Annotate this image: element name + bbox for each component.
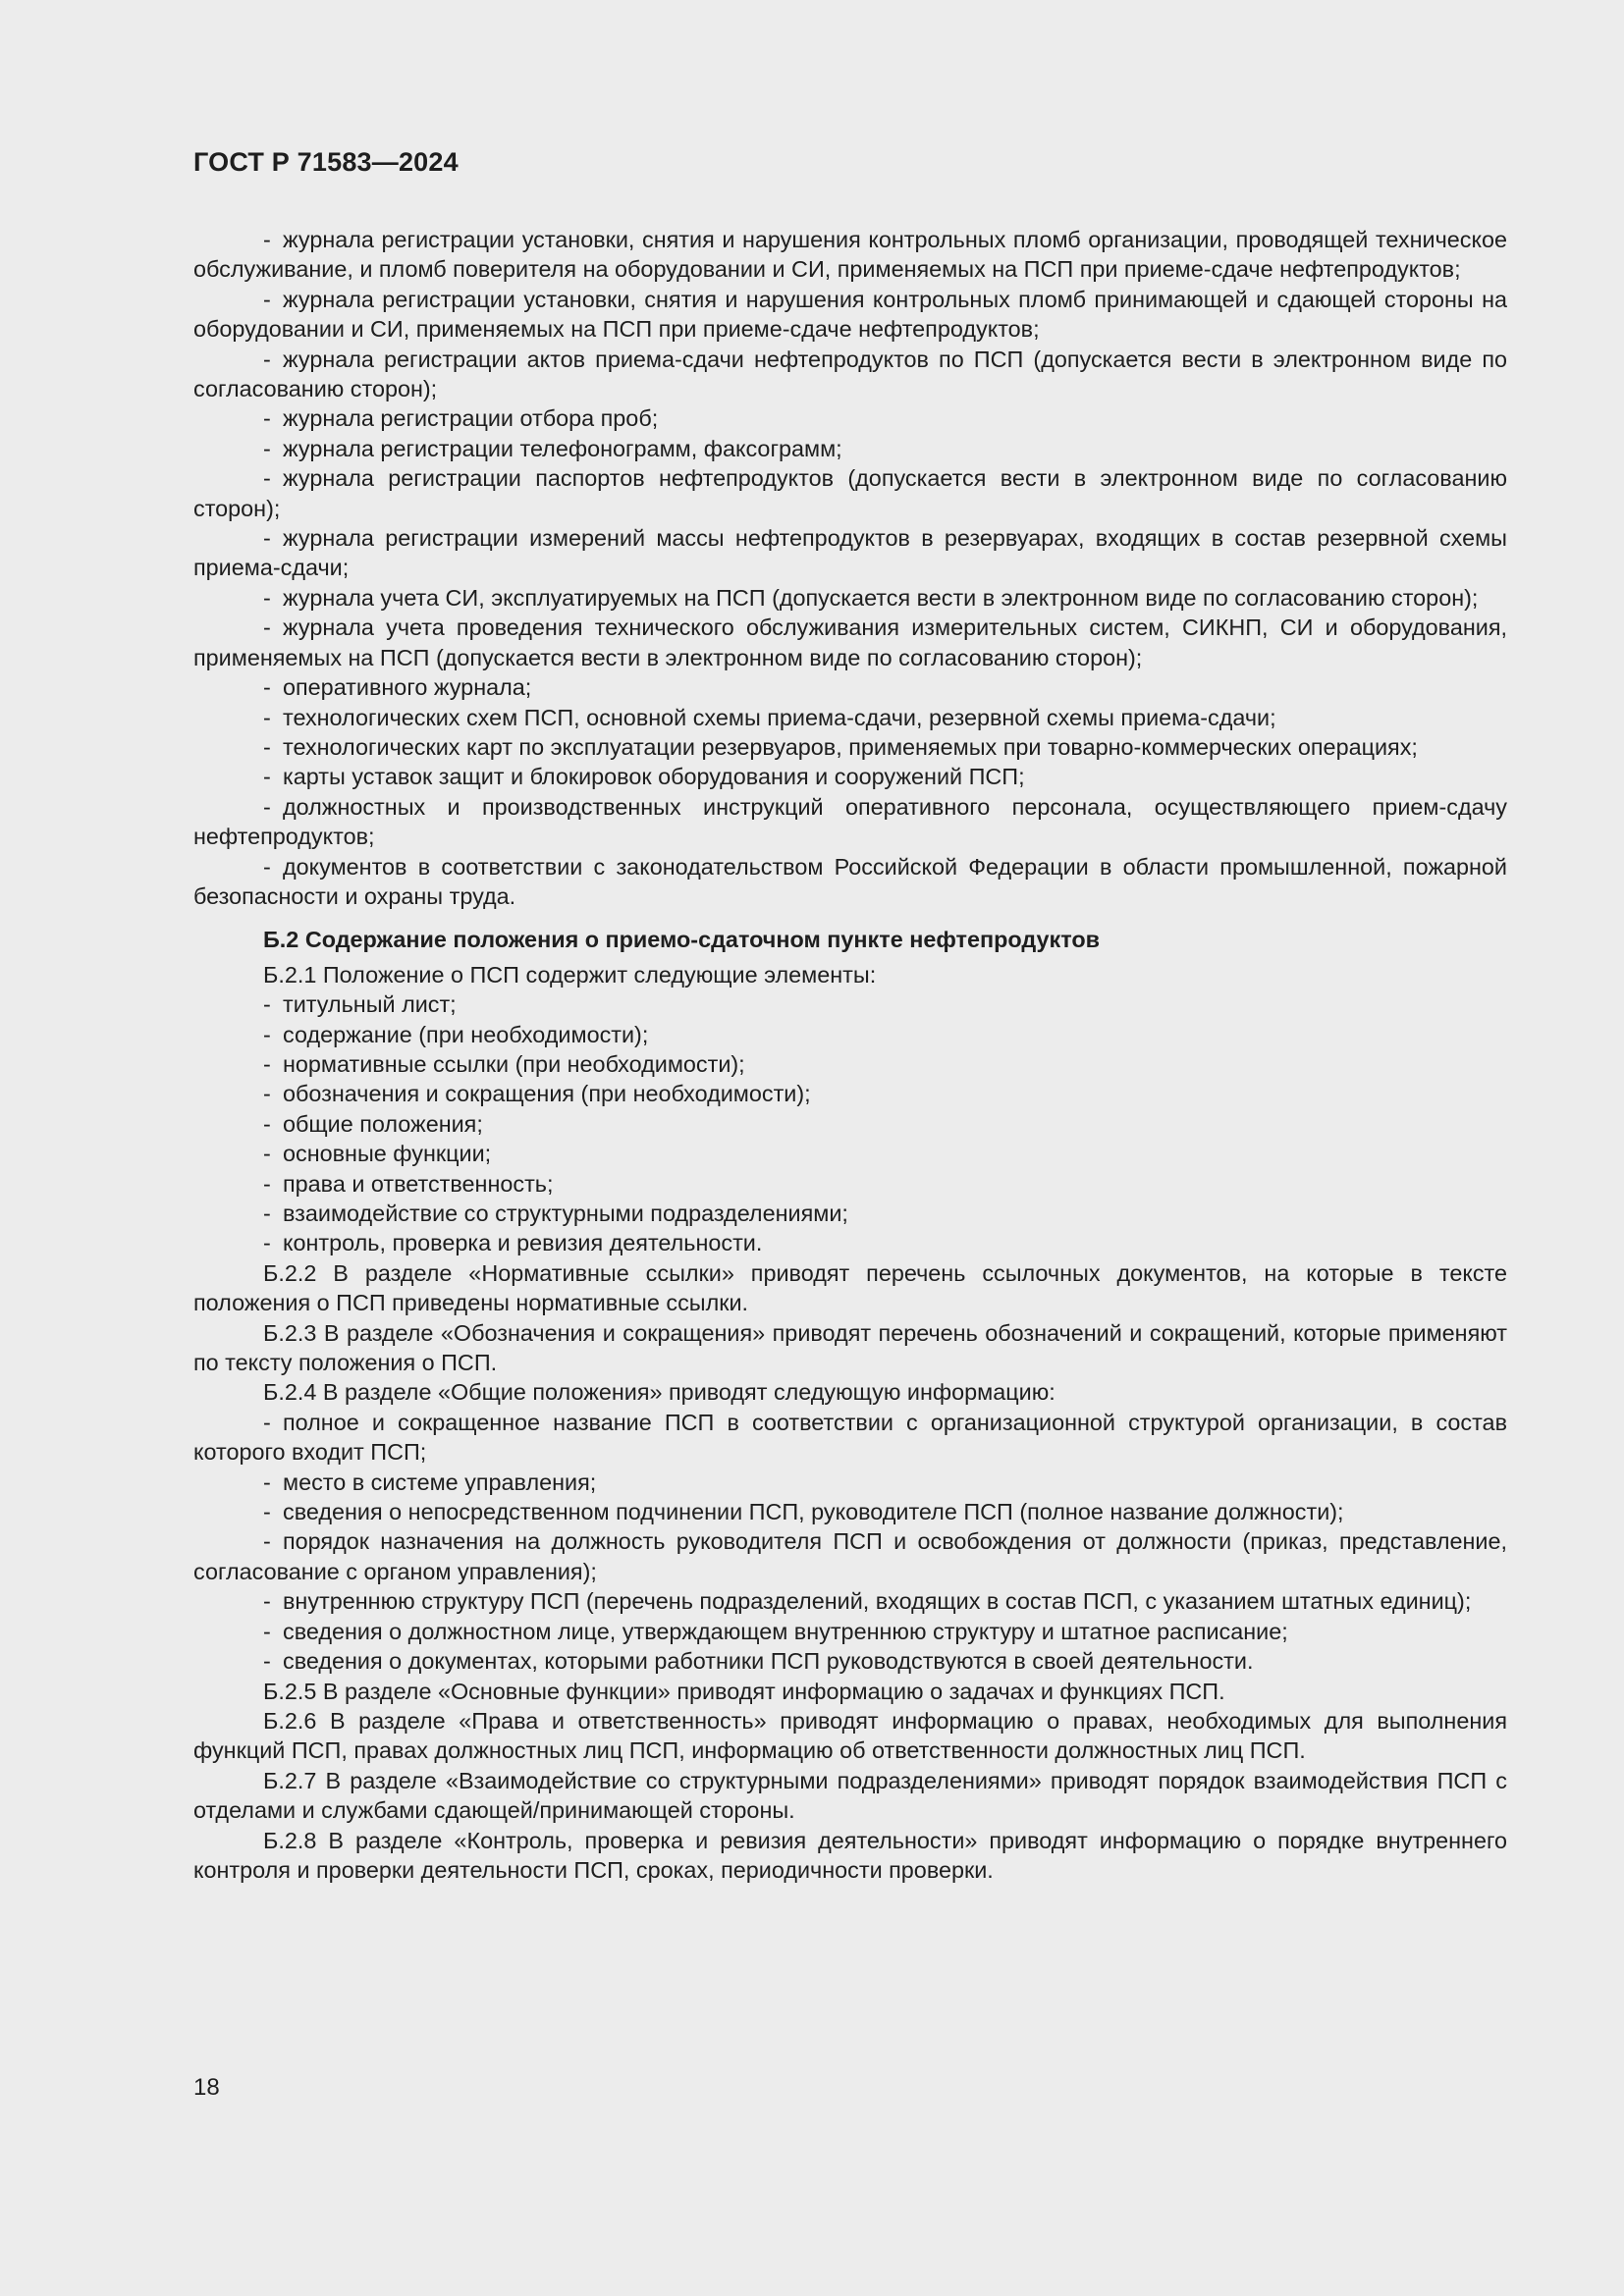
list-item: - внутреннюю структуру ПСП (перечень подразделений, входящих в состав ПСП, с указанием штатных единиц); (263, 1588, 1472, 1615)
journal-list (193, 225, 1507, 911)
list-item: - журнала регистрации телефонограмм, факсограмм; (263, 435, 842, 461)
list-item: - журнала регистрации отбора проб; (263, 405, 659, 432)
section-heading: Б.2 Содержание положения о приемо-сдаточном пункте нефтепродуктов (263, 927, 1101, 953)
list-item: - титульный лист; (263, 991, 457, 1018)
list-item: - технологических карт по эксплуатации резервуаров, применяемых при товарно-коммерческих операциях; (263, 733, 1418, 760)
list-item: - журнала регистрации установки, снятия и нарушения контрольных пломб принимающей и сдающей стороны на оборудовании и СИ, применяемых на ПСП при приеме-сдаче нефтепродуктов; (193, 286, 1507, 343)
list-item: - журнала учета проведения технического обслуживания измерительных систем, СИКНП, СИ и оборудования, применяемых на ПСП (допускается вести в электронном виде по согласованию сторон); (193, 614, 1507, 670)
list-item: - нормативные ссылки (при необходимости); (263, 1050, 745, 1077)
paragraph: Б.2.1 Положение о ПСП содержит следующие элементы: (263, 961, 877, 988)
list-item: - карты уставок защит и блокировок оборудования и сооружений ПСП; (263, 764, 1025, 790)
paragraph: Б.2.8 В разделе «Контроль, проверка и ревизия деятельности» приводят информацию о порядке внутреннего контроля и проверки деятельности ПСП, сроках, периодичности проверки. (193, 1827, 1507, 1883)
paragraph: Б.2.7 В разделе «Взаимодействие со структурными подразделениями» приводят порядок взаимодействия ПСП с отделами и службами сдающей/принимающей стороны. (193, 1767, 1507, 1824)
paragraph: Б.2.4 В разделе «Общие положения» приводят следующую информацию: (263, 1379, 1056, 1406)
list-item: - взаимодействие со структурными подразделениями; (263, 1201, 848, 1226)
list-item: - журнала учета СИ, эксплуатируемых на ПСП (допускается вести в электронном виде по согласованию сторон); (263, 584, 1479, 611)
list-item: - контроль, проверка и ревизия деятельности. (263, 1230, 763, 1256)
list-item: - оперативного журнала; (263, 674, 532, 701)
list-item: - сведения о должностном лице, утверждающем внутреннюю структуру и штатное расписание; (263, 1618, 1288, 1644)
list-item: - журнала регистрации актов приема-сдачи нефтепродуктов по ПСП (допускается вести в электронном виде по согласованию сторон); (193, 346, 1507, 402)
list-item: - сведения о непосредственном подчинении ПСП, руководителе ПСП (полное название должности); (263, 1499, 1344, 1525)
list-item: - технологических схем ПСП, основной схемы приема-сдачи, резервной схемы приема-сдачи; (263, 704, 1276, 730)
list-item: - полное и сокращенное название ПСП в соответствии с организационной структурой организации, в состав которого входит ПСП; (193, 1409, 1507, 1466)
list-item: - права и ответственность; (263, 1170, 554, 1197)
paragraph: Б.2.3 В разделе «Обозначения и сокращения» приводят перечень обозначений и сокращений, которые применяют по тексту положения о ПСП. (193, 1319, 1507, 1376)
list-item: - обозначения и сокращения (при необходимости); (263, 1081, 811, 1107)
list-item: - сведения о документах, которыми работники ПСП руководствуются в своей деятельности. (263, 1648, 1254, 1675)
paragraph: Б.2.2 В разделе «Нормативные ссылки» приводят перечень ссылочных документов, на которые в тексте положения о ПСП приведены нормативные ссылки. (193, 1259, 1507, 1316)
elements-list (193, 989, 1507, 1258)
list-item: - журнала регистрации измерений массы нефтепродуктов в резервуарах, входящих в состав резервной схемы приема-сдачи; (193, 525, 1507, 581)
paragraph: Б.2.6 В разделе «Права и ответственность» приводят информацию о правах, необходимых для выполнения функций ПСП, правах должностных лиц ПСП, информацию об ответственности должностных лиц ПСП. (193, 1707, 1507, 1764)
list-item: - место в системе управления; (263, 1468, 597, 1495)
list-item: - журнала регистрации паспортов нефтепродуктов (допускается вести в электронном виде по согласованию сторон); (193, 465, 1507, 521)
list-item: - содержание (при необходимости); (263, 1021, 649, 1047)
list-item: - основные функции; (263, 1141, 492, 1167)
list-item: - журнала регистрации установки, снятия и нарушения контрольных пломб организации, проводящей техническое обслуживание, и пломб поверителя на оборудовании и СИ, применяемых на ПСП при приеме-сдаче нефтепродуктов; (193, 227, 1507, 283)
document-code-header: ГОСТ Р 71583—2024 (193, 147, 459, 177)
general-info-list (193, 1408, 1507, 1677)
page-content (193, 225, 1507, 1885)
list-item: - общие положения; (263, 1110, 483, 1137)
list-item: - порядок назначения на должность руководителя ПСП и освобождения от должности (приказ, представление, согласование с органом управления); (193, 1528, 1507, 1584)
list-item: - документов в соответствии с законодательством Российской Федерации в области промышленной, пожарной безопасности и охраны труда. (193, 853, 1507, 909)
paragraph: Б.2.5 В разделе «Основные функции» приводят информацию о задачах и функциях ПСП. (263, 1678, 1225, 1704)
page-number: 18 (193, 2074, 220, 2101)
list-item: - должностных и производственных инструкций оперативного персонала, осуществляющего прием-сдачу нефтепродуктов; (193, 793, 1507, 850)
